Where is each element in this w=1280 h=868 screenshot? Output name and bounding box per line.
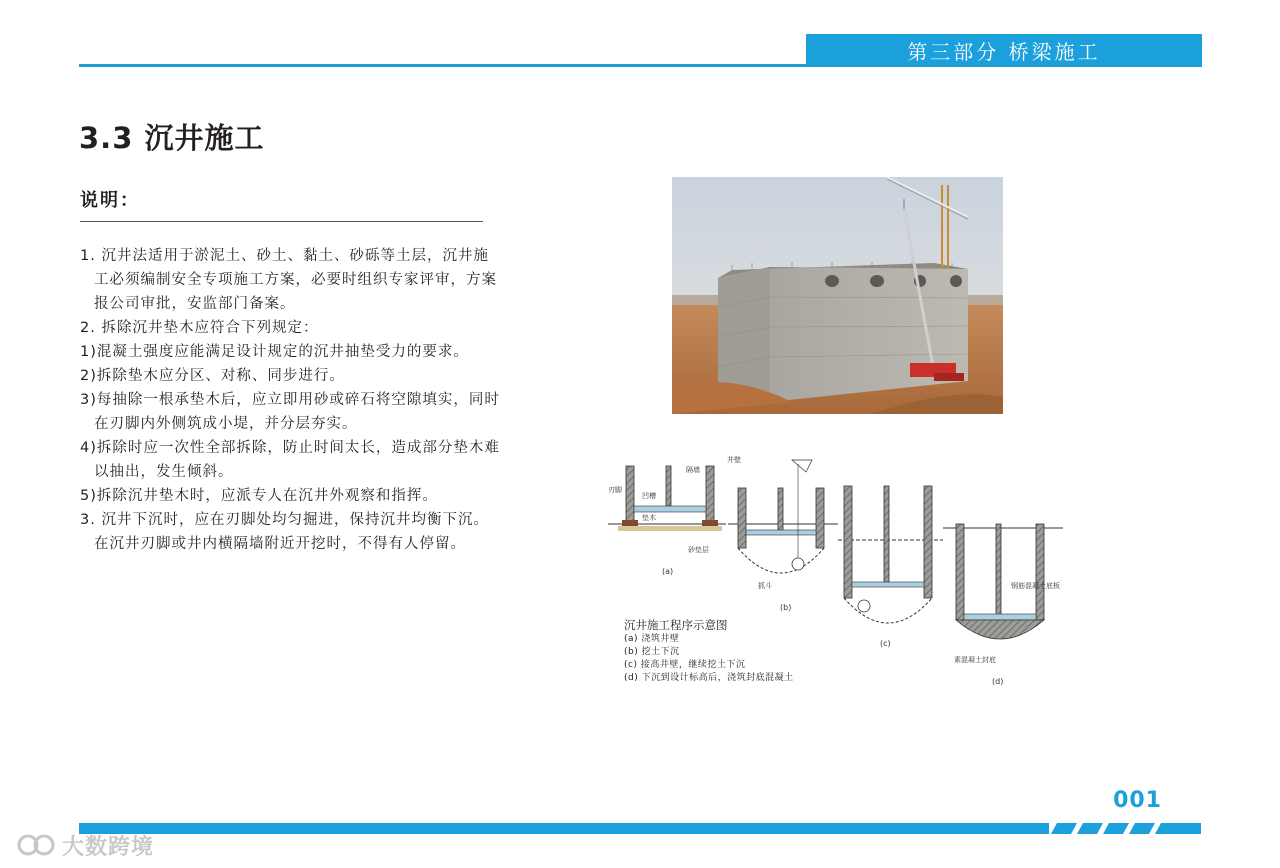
note-divider <box>80 221 483 222</box>
section-banner <box>806 34 1202 67</box>
caisson-front <box>770 267 968 402</box>
watermark-text: 大数跨境 <box>62 834 155 860</box>
stage-c <box>838 486 943 648</box>
stage-d <box>943 524 1063 686</box>
stage-b <box>728 460 838 612</box>
sub-label-a: (a) <box>662 567 674 576</box>
label-sand-cushion: 砂垫层 <box>688 546 709 554</box>
note-list <box>80 244 500 556</box>
note-item: 1)混凝土强度应能满足设计规定的沉井抽垫受力的要求。 <box>80 344 469 360</box>
sub-label-b: (b) <box>780 603 792 612</box>
label-rebar-slab: 钢筋混凝土底板 <box>1011 582 1060 590</box>
note-item: 2. 拆除沉井垫木应符合下列规定： <box>80 320 319 336</box>
label-hole: 凹槽 <box>642 492 656 500</box>
label-plain-seal: 素混凝土封底 <box>954 656 996 664</box>
sub-label-d: (d) <box>992 677 1004 686</box>
note-item: 1. 沉井法适用于淤泥土、砂土、黏土、砂砾等土层，沉井施工必须编制安全专项施工方案，必要时组织专家评审，方案报公司审批，安监部门备案。 <box>80 248 497 312</box>
page-title: 3.3 沉井施工 <box>79 121 265 155</box>
watermark <box>16 828 154 862</box>
note-item: 4)拆除时应一次性全部拆除，防止时间太长，造成部分垫木难以抽出，发生倾斜。 <box>80 440 500 480</box>
section-title: 第三部分 桥梁施工 <box>907 40 1101 64</box>
label-sleeper: 垫木 <box>642 514 656 522</box>
caption-title: 沉井施工程序示意图 <box>624 618 728 632</box>
note-item: 3)每抽除一根承垫木后，应立即用砂或碎石将空隙填实，同时在刃脚内外侧筑成小堤，并分层夯实。 <box>80 392 500 432</box>
diagram-caption <box>624 618 794 685</box>
caption-item: (a) 浇筑井壁 <box>624 634 680 644</box>
sub-label-c: (c) <box>880 639 891 648</box>
page-number: 001 <box>1113 788 1162 813</box>
label-well-wall: 井壁 <box>727 456 741 464</box>
label-partition: 隔墙 <box>686 466 700 474</box>
caption-item: (d) 下沉到设计标高后，浇筑封底混凝土 <box>624 673 794 683</box>
note-item: 3. 沉井下沉时，应在刃脚处均匀掘进，保持沉井均衡下沉。在沉井刃脚或井内横隔墙附近开挖时，不得有人停留。 <box>80 512 489 552</box>
note-item: 2)拆除垫木应分区、对称、同步进行。 <box>80 368 345 384</box>
caisson-side <box>718 267 770 402</box>
caption-item: (c) 接高井壁，继续挖土下沉 <box>624 660 746 670</box>
label-blade-foot: 刃脚 <box>608 486 622 494</box>
watermark-logo-icon <box>16 830 56 860</box>
label-grab: 抓斗 <box>758 582 772 590</box>
caption-item: (b) 挖土下沉 <box>624 647 680 657</box>
site-photo <box>672 177 1003 414</box>
stage-a <box>608 455 741 576</box>
note-heading: 说明： <box>80 190 140 211</box>
note-item: 5)拆除沉井垫木时，应派专人在沉井外观察和指挥。 <box>80 488 438 504</box>
footer-bar <box>79 823 1201 834</box>
